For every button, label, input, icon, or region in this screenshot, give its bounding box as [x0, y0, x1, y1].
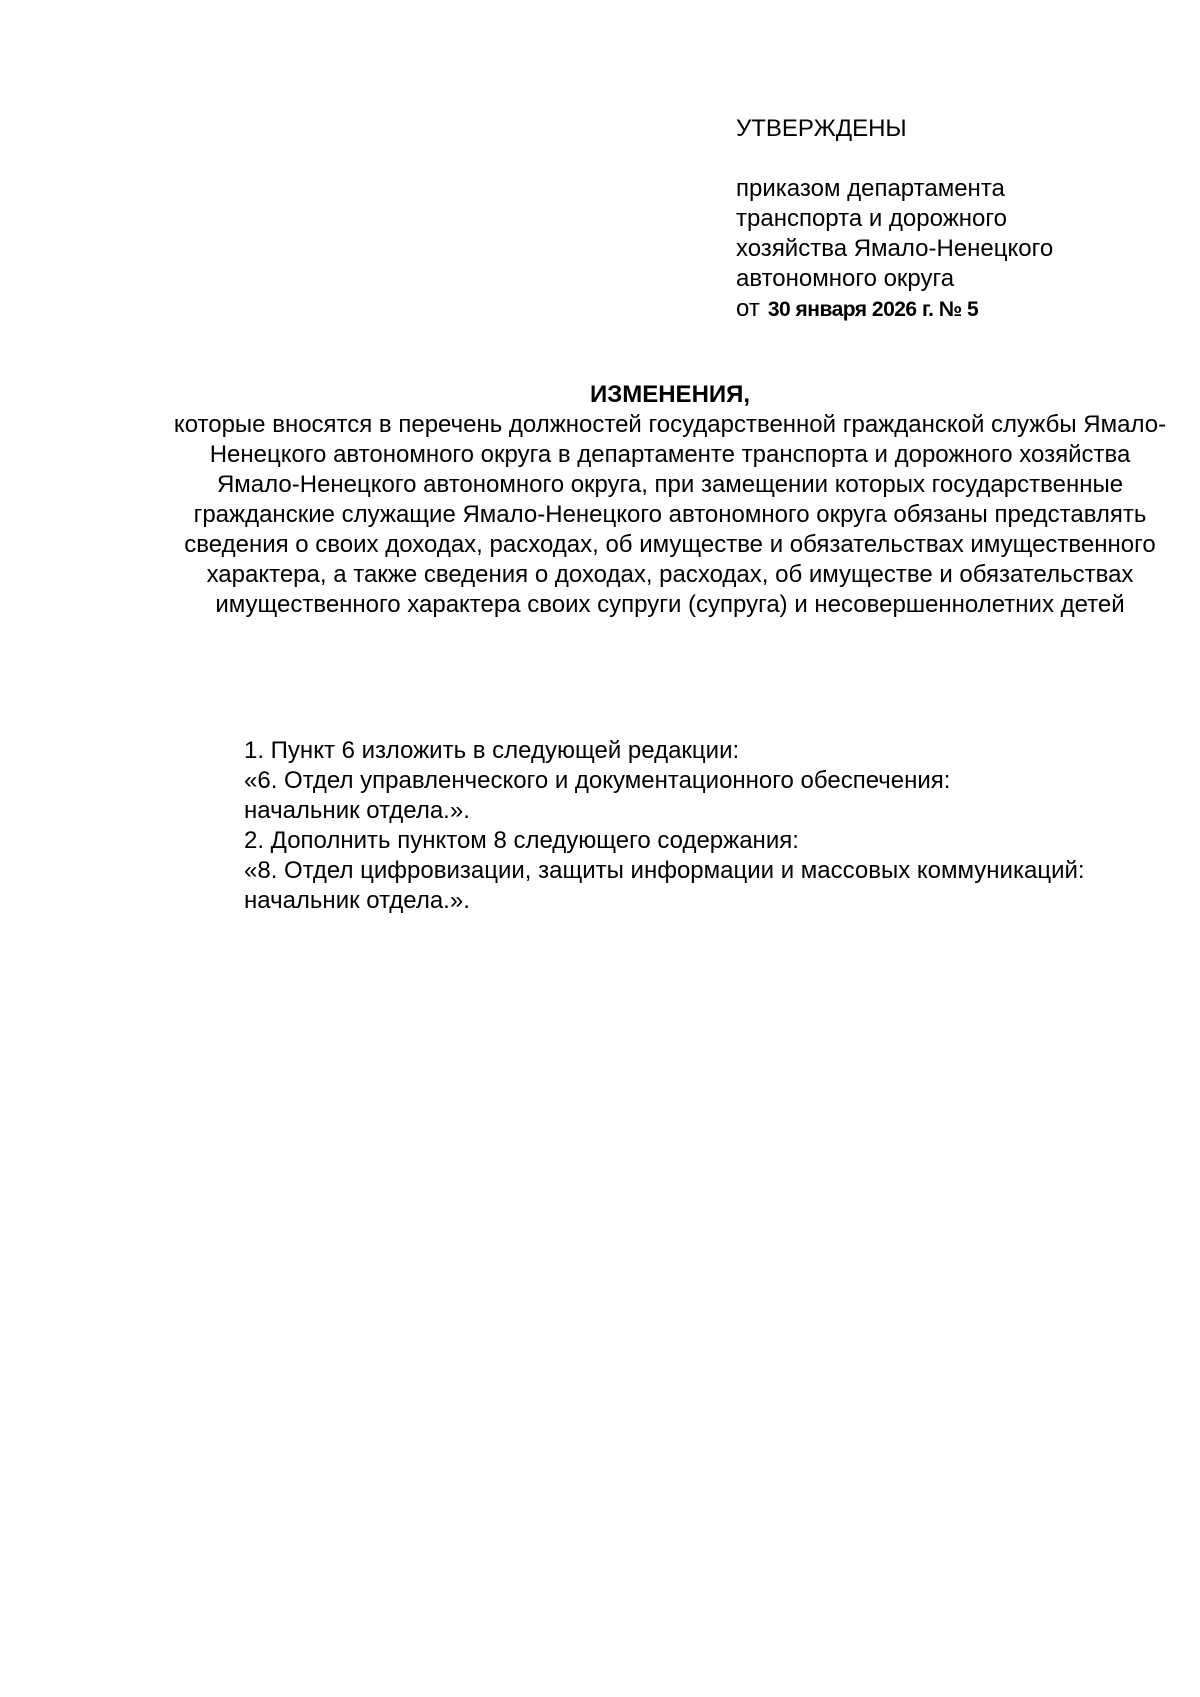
order-date-line	[736, 294, 1156, 325]
body-paragraph: «6. Отдел управленческого и документационного обеспечения:	[244, 767, 951, 794]
order-line: автономного округа	[736, 265, 955, 292]
body-paragraph: 2. Дополнить пунктом 8 следующего содержания:	[244, 827, 799, 854]
order-line: хозяйства Ямало-Ненецкого	[736, 235, 1054, 262]
body-paragraph: начальник отдела.».	[244, 887, 470, 914]
body-paragraph: 1. Пункт 6 изложить в следующей редакции:	[244, 737, 740, 764]
approved-label: УТВЕРЖДЕНЫ	[736, 115, 907, 142]
order-line: транспорта и дорожного	[736, 205, 1007, 232]
document-body	[172, 736, 1148, 916]
order-date-value: 30 января 2026 г. № 5	[767, 298, 979, 321]
order-line: приказом департамента	[736, 175, 1005, 202]
order-date-prefix: от	[736, 295, 760, 322]
body-paragraph: начальник отдела.».	[244, 797, 470, 824]
approval-stamp	[736, 114, 1156, 325]
body-paragraph: «8. Отдел цифровизации, защиты информации и массовых коммуникаций:	[244, 857, 1085, 884]
document-title: ИЗМЕНЕНИЯ,	[589, 381, 751, 408]
document-subtitle: которые вносятся в перечень должностей государственной гражданской службы Ямало-Ненецкого автономного округа в департаменте транспорта и дорожного хозяйства Ямало-Ненецкого автономного округа, при замещении которых государственные гражданские служащие Ямало-Ненецкого автономного округа обязаны представлять сведения о своих доходах, расходах, об имуществе и обязательствах имущественного характера, а также сведения о доходах, расходах, об имуществе и обязательствах имущественного характера своих супруги (супруга) и несовершеннолетних детей	[173, 411, 1167, 618]
